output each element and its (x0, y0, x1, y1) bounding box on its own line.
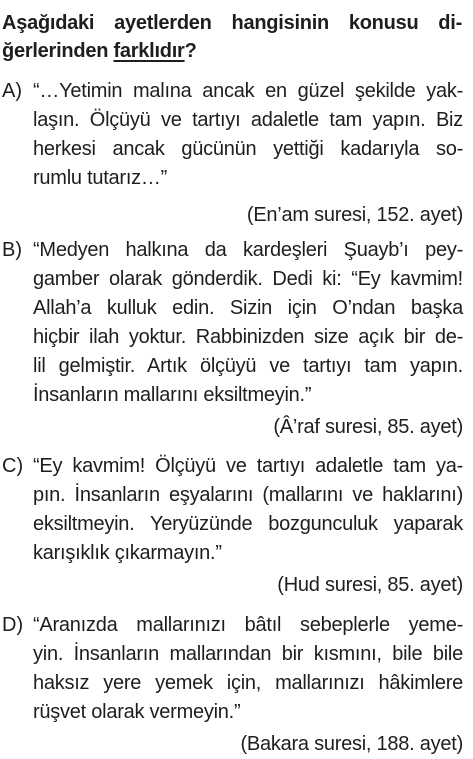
option-letter: D) (2, 614, 24, 636)
option-text-line: “Medyen halkına da kardeşleri Şuayb’ı pey- (33, 239, 463, 261)
verse-source: (En’am suresi, 152. ayet) (246, 204, 463, 226)
verse-source: (Hud suresi, 85. ayet) (277, 574, 463, 596)
option-text-line: haksız yere yemek için, mallarınızı hâkimlere (33, 672, 463, 694)
option-text-line: laşın. Ölçüyü ve tartıyı adaletle tam yapın. Biz (33, 109, 463, 131)
option-text-line: hiçbir ilah yoktur. Rabbinizden size açık bir de- (33, 326, 463, 348)
option-text-line: İnsanların mallarını eksiltmeyin.” (33, 384, 312, 406)
option-text-line: pın. İnsanların eşyalarını (mallarını ve haklarını) (33, 484, 463, 506)
option-text-line: rüşvet olarak vermeyin.” (33, 701, 241, 723)
option-text-line: “Ey kavmim! Ölçüyü ve tartıyı adaletle tam ya- (33, 455, 463, 477)
question-text: ğerlerinden (2, 40, 114, 62)
option-text-line: lil gelmiştir. Artık ölçüyü ve tartıyı tam yapın. (33, 355, 463, 377)
verse-source: (Â’raf suresi, 85. ayet) (273, 416, 463, 438)
option-text-line: “…Yetimin malına ancak en güzel şekilde yak- (33, 80, 463, 102)
option-letter: B) (2, 239, 22, 261)
question-mark: ? (184, 40, 197, 62)
option-text-line: karışıklık çıkarmayın.” (33, 542, 222, 564)
verse-source: (Bakara suresi, 188. ayet) (240, 733, 463, 755)
option-text-line: yin. İnsanların mallarından bir kısmını, bile bile (33, 643, 463, 665)
option-letter: C) (2, 455, 24, 477)
question-line-2 (2, 39, 197, 63)
option-text-line: rumlu tutarız…” (33, 167, 168, 189)
option-letter: A) (2, 80, 22, 102)
option-text-line: eksiltmeyin. Yeryüzünde bozgunculuk yaparak (33, 513, 463, 535)
option-text-line: “Aranızda mallarınızı bâtıl sebeplerle yeme- (33, 614, 463, 636)
option-text-line: Allah’a kulluk edin. Sizin için O’ndan başka (33, 297, 463, 319)
question-line-1: Aşağıdaki ayetlerden hangisinin konusu di- (2, 12, 462, 34)
option-text-line: gamber olarak gönderdik. Dedi ki: “Ey kavmim! (33, 268, 463, 290)
underlined-keyword: farklıdır (113, 40, 185, 62)
option-text-line: herkesi ancak gücünün yettiği kadarıyla so- (33, 138, 463, 160)
